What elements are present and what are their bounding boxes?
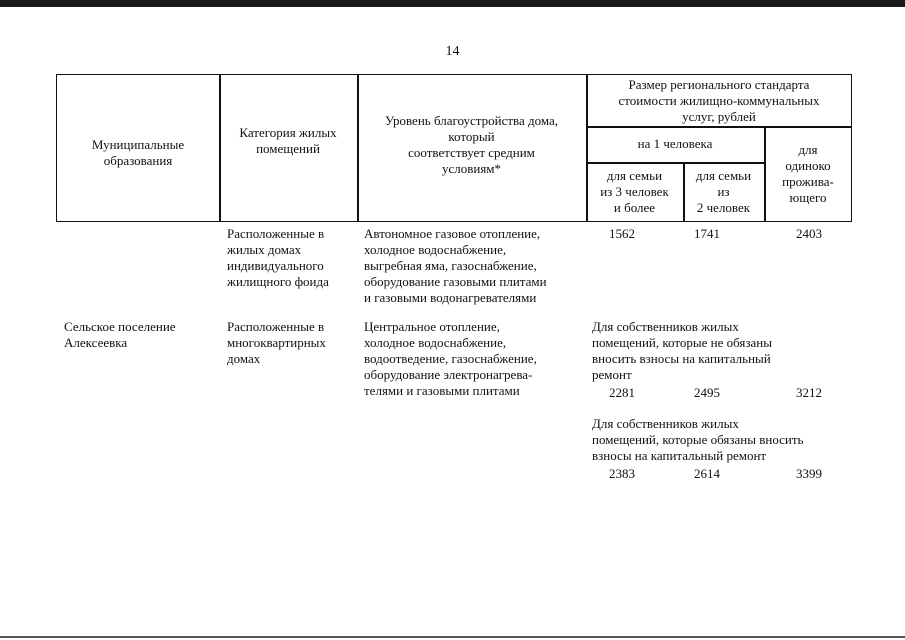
header-per-person: на 1 человека xyxy=(637,136,713,151)
header-standard-size: Размер регионального стандарта стоимости жилищно-коммунальных услуг, рублей xyxy=(618,76,820,124)
row1-category: Расположенные в жилых домах индивидуального жилищного фоида xyxy=(227,226,329,289)
row2-comfort-level: Центральное отопление, холодное водоснабжение, водоотведение, газоснабжение, оборудование электронагрева- телями и газовыми плитами xyxy=(364,319,537,398)
header-municipality: Муниципальные образования xyxy=(91,137,185,168)
row2-group2-single-value: 3399 xyxy=(796,466,822,481)
row1-comfort-level: Автономное газовое отопление, холодное водоснабжение, выгребная яма, газоснабжение, оборудование газовыми плитами и газовыми водонагревателями xyxy=(364,226,547,305)
table-header xyxy=(56,74,852,222)
row2-group1-family-2-value: 2495 xyxy=(694,385,720,400)
row2-municipality: Сельское поселение Алексеевка xyxy=(64,319,176,350)
row2-group1-family-3plus-value: 2281 xyxy=(609,385,635,400)
row1-family-2-value: 1741 xyxy=(694,226,720,241)
row2-category: Расположенные в многоквартирных домах xyxy=(227,319,326,366)
header-family-3plus: для семьи из 3 человек и более xyxy=(600,168,669,215)
bottom-edge-line xyxy=(0,636,905,638)
row2-group1-single-value: 3212 xyxy=(796,385,822,400)
row2-group2-family-3plus-value: 2383 xyxy=(609,466,635,481)
page-number: 14 xyxy=(445,44,460,59)
header-comfort-level: Уровень благоустройства дома, который соответствует средним условиям* xyxy=(384,113,559,176)
row2-group2-note: Для собственников жилых помещений, которые обязаны вносить взносы на капитальный ремонт xyxy=(592,416,804,463)
top-border-bar xyxy=(0,0,905,7)
row1-single-value: 2403 xyxy=(796,226,822,241)
row1-family-3plus-value: 1562 xyxy=(609,226,635,241)
header-single-resident: для одиноко прожива- ющего xyxy=(782,141,834,205)
header-family-2: для семьи из 2 человек xyxy=(695,168,752,215)
row2-group2-family-2-value: 2614 xyxy=(694,466,720,481)
header-category: Категория жилых помещений xyxy=(239,125,337,156)
row2-group1-note: Для собственников жилых помещений, которые не обязаны вносить взносы на капитальный ремонт xyxy=(592,319,772,382)
